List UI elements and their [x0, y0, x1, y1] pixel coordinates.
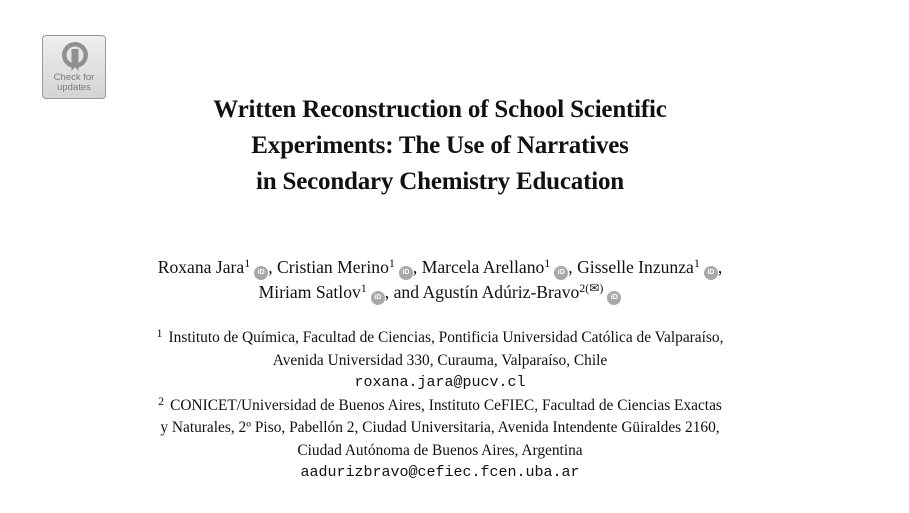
affiliation-1-line-1 — [40, 327, 840, 350]
author — [259, 282, 385, 302]
affiliation-2-email[interactable]: aadurizbravo@cefiec.fcen.uba.ar — [300, 464, 580, 481]
orcid-icon[interactable]: iD — [607, 291, 621, 305]
affiliation-number: 1 — [156, 326, 163, 340]
title-line-1: Written Reconstruction of School Scientific — [213, 96, 667, 123]
affiliation-text: Instituto de Química, Facultad de Ciencias, Pontificia Universidad Católica de Valparaíso, — [168, 329, 724, 346]
affiliations — [40, 327, 840, 485]
author — [277, 257, 413, 277]
author-name: Marcela Arellano — [421, 257, 545, 277]
author-separator: , — [717, 257, 723, 277]
affiliation-marker: 1 — [388, 256, 395, 270]
affiliation-1-line-2: Avenida Universidad 330, Curauma, Valparaíso, Chile — [272, 351, 608, 369]
crossmark-icon — [60, 40, 90, 72]
author — [158, 257, 268, 277]
affiliation-number: 2 — [158, 393, 165, 408]
title-line-2: Experiments: The Use of Narratives — [251, 132, 629, 159]
affiliation-text: CONICET/Universidad de Buenos Aires, Instituto CeFIEC, Facultad de Ciencias Exactas — [170, 396, 722, 414]
author-name: Roxana Jara — [157, 257, 245, 277]
author-name: Gisselle Inzunza — [577, 257, 694, 277]
author-list — [40, 255, 840, 305]
orcid-icon[interactable]: iD — [371, 291, 385, 305]
author-separator: , — [412, 257, 422, 277]
badge-label — [43, 73, 105, 93]
affiliation-marker: 1 — [693, 256, 700, 270]
orcid-icon[interactable]: iD — [399, 266, 413, 280]
affiliation-marker: 1 — [544, 256, 551, 270]
check-for-updates-badge[interactable] — [42, 35, 106, 99]
affiliation-marker: 1 — [360, 281, 367, 295]
orcid-icon[interactable]: iD — [704, 266, 718, 280]
orcid-icon[interactable]: iD — [254, 266, 268, 280]
author-name: Agustín Adúriz-Bravo — [422, 282, 580, 302]
title-line-3: in Secondary Chemistry Education — [256, 168, 624, 195]
paper-title — [100, 92, 780, 200]
badge-line-2: updates — [57, 82, 91, 93]
author-separator: , — [568, 257, 578, 277]
author — [422, 257, 569, 277]
author-separator: , — [268, 257, 277, 277]
affiliation-2-line-1 — [40, 395, 840, 418]
affiliation-2-line-2: y Naturales, 2º Piso, Pabellón 2, Ciudad Universitaria, Avenida Intendente Güiraldes 2160, — [160, 419, 720, 436]
author — [577, 257, 718, 277]
affiliation-1-email[interactable]: roxana.jara@pucv.cl — [354, 374, 526, 391]
affiliation-marker: 1 — [244, 256, 251, 270]
author-name: Cristian Merino — [276, 257, 389, 277]
affiliation-2-line-3: Ciudad Autónoma de Buenos Aires, Argentina — [297, 441, 583, 459]
author-separator-and: , and — [384, 282, 423, 302]
affiliation-marker[interactable]: 2(✉) — [579, 281, 604, 295]
orcid-icon[interactable]: iD — [554, 266, 568, 280]
author — [422, 282, 621, 302]
badge-line-1: Check for — [53, 72, 95, 83]
author-name: Miriam Satlov — [258, 282, 361, 302]
